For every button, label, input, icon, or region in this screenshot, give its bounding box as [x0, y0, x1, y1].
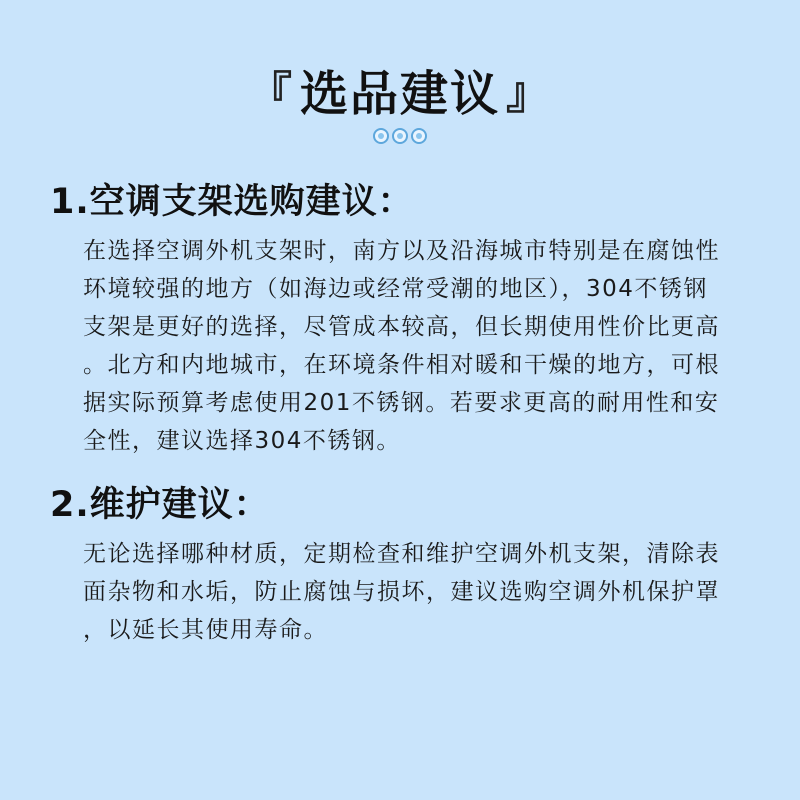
title-close-bracket: 』: [506, 68, 552, 119]
title-open-bracket: 『: [247, 68, 294, 119]
section-purchase-advice: [50, 178, 770, 460]
title-text: 选品建议: [299, 66, 500, 122]
page-title: [248, 62, 552, 126]
section-body: 在选择空调外机支架时，南方以及沿海城市特别是在腐蚀性 环境较强的地方（如海边或经常受潮的地区），304不锈钢 支架是更好的选择，尽管成本较高，但长期使用性价比更高 。北方和内地城市，在环境条件相对暖和干燥的地方，可根 据实际预算考虑使用201不锈钢。若要求更高的耐用性和安 全性，建议选择304不锈钢。: [83, 238, 720, 454]
section-maintenance-advice: [50, 481, 770, 649]
circle-dot-icon: [411, 128, 427, 144]
section-heading: 1.空调支架选购建议：: [50, 182, 414, 222]
section-body: 无论选择哪种材质，定期检查和维护空调外机支架，清除表 面杂物和水垢，防止腐蚀与损坏，建议选购空调外机保护罩 ，以延长其使用寿命。: [83, 541, 720, 643]
section-heading: 2.维护建议：: [50, 485, 270, 525]
circle-dot-icon: [392, 128, 408, 144]
decorative-dots: [0, 128, 800, 144]
circle-dot-icon: [373, 128, 389, 144]
title-area: [0, 62, 800, 126]
